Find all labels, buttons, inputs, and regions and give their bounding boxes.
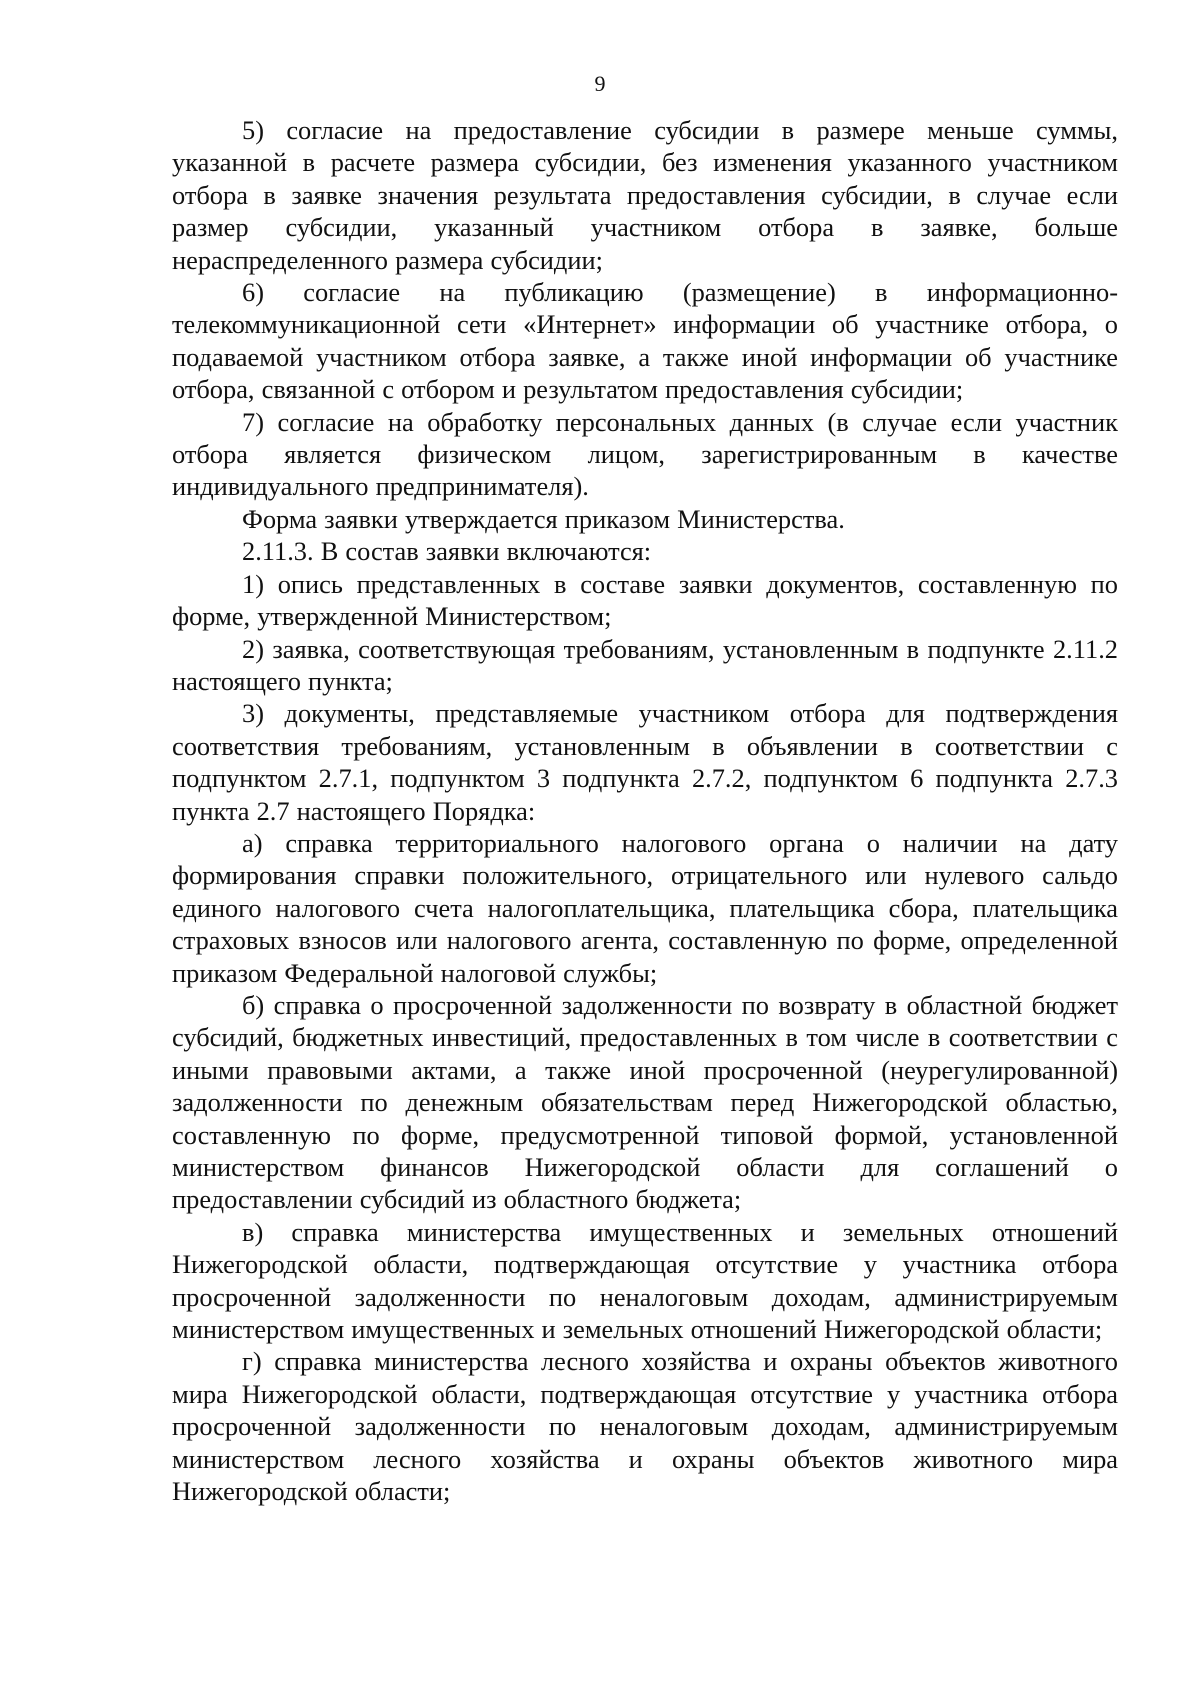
paragraph-application-form: Форма заявки утверждается приказом Министерства. bbox=[242, 503, 845, 534]
paragraph-item-5-consent-subsidy-amount: 5) согласие на предоставление субсидии в размере меньше суммы, указанной в расчете размера субсидии, без изменения указанного участником отбора в заявке значения результата предоставления субсидии, в случае если размер субсидии, указанный участником отбора в заявке, больше нераспределенного размера субсидии; bbox=[172, 115, 1118, 275]
document-body bbox=[172, 114, 1118, 1507]
paragraph-item-7-consent-personal-data: 7) согласие на обработку персональных данных (в случае если участник отбора является физическом лицом, зарегистрированным в качестве индивидуального предпринимателя). bbox=[172, 406, 1118, 502]
paragraph-list-item-1: 1) опись представленных в составе заявки документов, составленную по форме, утвержденной Министерством; bbox=[172, 568, 1118, 632]
page-number: 9 bbox=[594, 71, 606, 96]
paragraph-subitem-v: в) справка министерства имущественных и земельных отношений Нижегородской области, подтверждающая отсутствие у участника отбора просроченной задолженности по неналоговым доходам, администрируемым министерством имущественных и земельных отношений Нижегородской области; bbox=[172, 1216, 1118, 1345]
paragraph-subitem-a: а) справка территориального налогового органа о наличии на дату формирования справки положительного, отрицательного или нулевого сальдо единого налогового счета налогоплательщика, плательщика сбора, плательщика страховых взносов или налогового агента, составленную по форме, определенной приказом Федеральной налоговой службы; bbox=[172, 827, 1118, 988]
paragraph-subitem-b: б) справка о просроченной задолженности по возврату в областной бюджет субсидий, бюджетных инвестиций, предоставленных в том числе в соответствии с иными правовыми актами, а также иной просроченной (неурегулированной) задолженности по денежным обязательствам перед Нижегородской областью, составленную по форме, предусмотренной типовой формой, установленной министерством финансов Нижегородской области для соглашений о предоставлении субсидий из областного бюджета; bbox=[172, 989, 1118, 1215]
paragraph-list-item-2: 2) заявка, соответствующая требованиям, установленным в подпункте 2.11.2 настоящего пункта; bbox=[172, 633, 1118, 696]
paragraph-subitem-g: г) справка министерства лесного хозяйства и охраны объектов животного мира Нижегородской области, подтверждающая отсутствие у участника отбора просроченной задолженности по неналоговым доходам, администрируемым министерством лесного хозяйства и охраны объектов животного мира Нижегородской области; bbox=[172, 1346, 1118, 1507]
paragraph-list-item-3: 3) документы, представляемые участником отбора для подтверждения соответствия требованиям, установленным в объявлении в соответствии с подпунктом 2.7.1, подпунктом 3 подпункта 2.7.2, подпунктом 6 подпункта 2.7.3 пункта 2.7 настоящего Порядка: bbox=[172, 698, 1118, 826]
paragraph-section-2-11-3: 2.11.3. В состав заявки включаются: bbox=[242, 536, 652, 567]
paragraph-item-6-consent-publication: 6) согласие на публикацию (размещение) в информационно-телекоммуникационной сети «Интернет» информации об участнике отбора, о подаваемой участником отбора заявке, а также иной информации об участнике отбора, связанной с отбором и результатом предоставления субсидии; bbox=[172, 277, 1118, 405]
